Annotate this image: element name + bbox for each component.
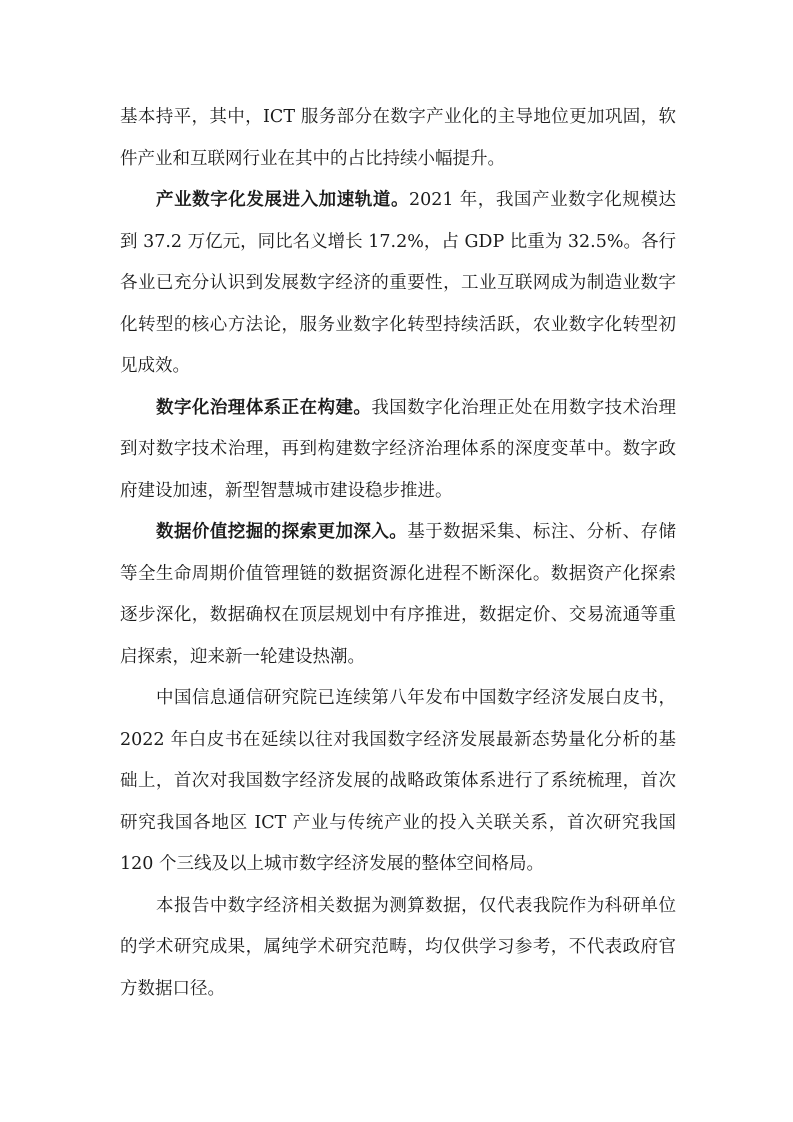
paragraph-digital-governance bbox=[120, 388, 676, 513]
paragraph-white-paper bbox=[120, 678, 676, 886]
paragraph-text: 中国信息通信研究院已连续第八年发布中国数字经济发展白皮书，2022 年白皮书在延续以往对我国数字经济发展最新态势量化分析的基础上，首次对我国数字经济发展的战略政策体系进行了系统梳理，首次研究我国各地区 ICT 产业与传统产业的投入关联关系，首次研究我国 120 个三线及以上城市数字经济发展的整体空间格局。 bbox=[120, 688, 676, 874]
paragraph-text: 我国数字化治理正处在用数字技术治理到对数字技术治理，再到构建数字经济治理体系的深度变革中。数字政府建设加速，新型智慧城市建设稳步推进。 bbox=[120, 397, 677, 501]
paragraph-disclaimer bbox=[120, 886, 676, 1011]
paragraph-text: 本报告中数字经济相关数据为测算数据，仅代表我院作为科研单位的学术研究成果，属纯学术研究范畴，均仅供学习参考，不代表政府官方数据口径。 bbox=[120, 895, 676, 999]
paragraph-lead-heading: 数字化治理体系正在构建。 bbox=[156, 397, 372, 418]
paragraph-text: 2021 年，我国产业数字化规模达到 37.2 万亿元，同比名义增长 17.2%，占 GDP 比重为 32.5%。各行各业已充分认识到发展数字经济的重要性，工业互联网成为制造业数字化转型的核心方法论，服务业数字化转型持续活跃，农业数字化转型初见成效。 bbox=[120, 190, 677, 376]
paragraph-industrial-digitalization bbox=[120, 180, 676, 388]
document-body bbox=[120, 97, 676, 1010]
paragraph-lead-heading: 数据价值挖掘的探索更加深入。 bbox=[156, 522, 408, 542]
paragraph-text: 基本持平，其中，ICT 服务部分在数字产业化的主导地位更加巩固，软件产业和互联网行业在其中的占比持续小幅提升。 bbox=[120, 107, 676, 169]
paragraph-ict-services bbox=[120, 97, 676, 180]
paragraph-data-value bbox=[120, 512, 676, 678]
paragraph-text: 基于数据采集、标注、分析、存储等全生命周期价值管理链的数据资源化进程不断深化。数据资产化探索逐步深化，数据确权在顶层规划中有序推进，数据定价、交易流通等重启探索，迎来新一轮建设热潮。 bbox=[120, 522, 676, 667]
paragraph-lead-heading: 产业数字化发展进入加速轨道。 bbox=[156, 190, 410, 210]
